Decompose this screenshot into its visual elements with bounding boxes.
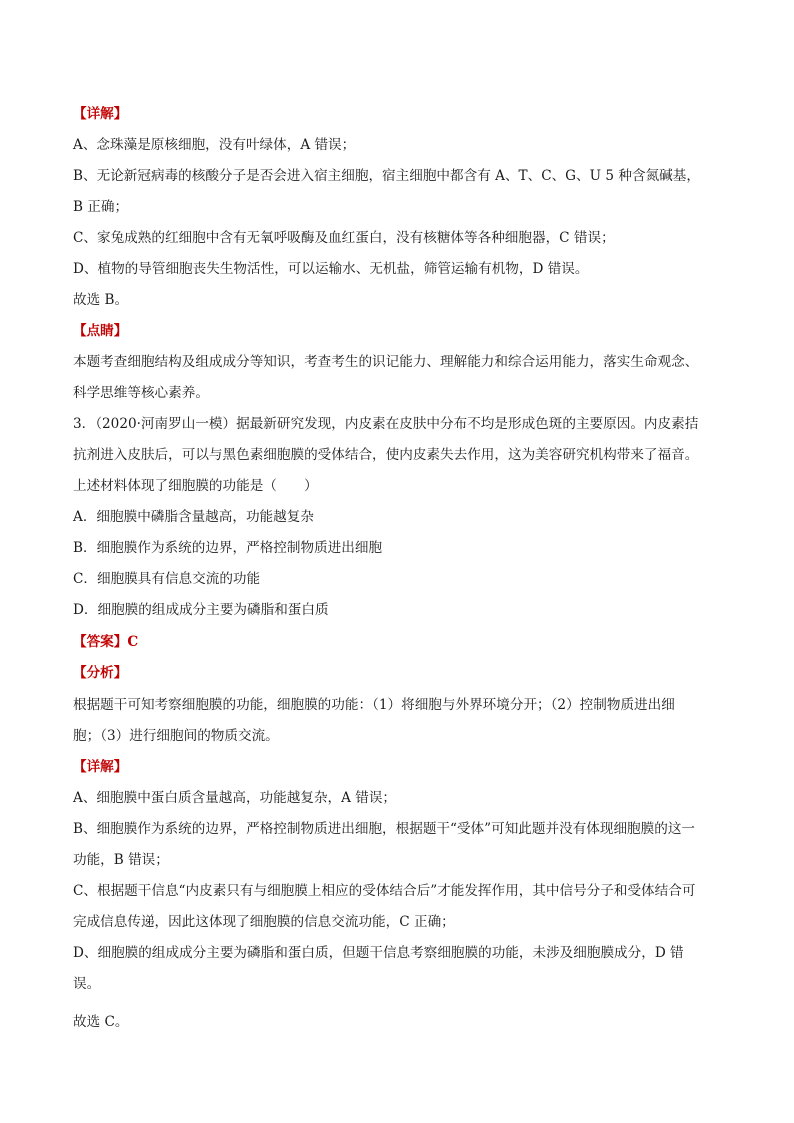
explanation-line: A、细胞膜中蛋白质含量越高，功能越复杂，A 错误； <box>73 790 397 806</box>
explanation-line: B、无论新冠病毒的核酸分子是否会进入宿主细胞，宿主细胞中都含有 A、T、C、G、U 5 种含氮碱基， <box>73 168 700 184</box>
remark-line: 科学思维等核心素养。 <box>73 385 209 401</box>
analysis-line: 根据题干可知考察细胞膜的功能，细胞膜的功能：（1）将细胞与外界环境分开；（2）控制物质进出细 <box>73 697 675 713</box>
section-heading-remark: 【点睛】 <box>73 323 128 339</box>
section-heading-analysis: 【分析】 <box>73 665 128 681</box>
option-a: A．细胞膜中磷脂含量越高，功能越复杂 <box>73 509 314 525</box>
option-d: D．细胞膜的组成成分主要为磷脂和蛋白质 <box>73 602 329 618</box>
remark-line: 本题考查细胞结构及组成成分等知识，考查考生的识记能力、理解能力和综合运用能力，落实生命观念、 <box>73 354 699 370</box>
section-heading-explanation: 【详解】 <box>73 759 128 775</box>
explanation-line: 误。 <box>73 976 101 992</box>
question-stem-line: 3．（2020·河南罗山一模）据最新研究发现，内皮素在皮肤中分布不均是形成色斑的主要原因。内皮素拮 <box>73 416 699 432</box>
explanation-line: C、根据题干信息“内皮素只有与细胞膜上相应的受体结合后”才能发挥作用，其中信号分子和受体结合可 <box>73 883 696 899</box>
analysis-line: 胞；（3）进行细胞间的物质交流。 <box>73 728 279 744</box>
option-b: B．细胞膜作为系统的边界，严格控制物质进出细胞 <box>73 540 383 556</box>
explanation-line: 完成信息传递，因此这体现了细胞膜的信息交流功能，C 正确； <box>73 914 455 930</box>
explanation-line: 功能，B 错误； <box>73 852 169 868</box>
explanation-line: D、植物的导管细胞丧失生物活性，可以运输水、无机盐，筛管运输有机物，D 错误。 <box>73 261 589 277</box>
explanation-line: C、家兔成熟的红细胞中含有无氧呼吸酶及血红蛋白，没有核糖体等各种细胞器，C 错误； <box>73 230 615 246</box>
question-stem-line: 抗剂进入皮肤后，可以与黑色素细胞膜的受体结合，使内皮素失去作用，这为美容研究机构带来了福音。 <box>73 447 699 463</box>
explanation-line: A、念珠藻是原核细胞，没有叶绿体，A 错误； <box>73 137 356 153</box>
conclusion-line: 故选 B。 <box>73 292 129 308</box>
explanation-line: B 正确； <box>73 199 129 215</box>
section-heading-answer: 【答案】C <box>73 634 139 650</box>
section-heading-explanation: 【详解】 <box>73 106 128 122</box>
explanation-line: B、细胞膜作为系统的边界，严格控制物质进出细胞，根据题干“受体”可知此题并没有体现细胞膜的这一 <box>73 821 696 837</box>
question-stem-line: 上述材料体现了细胞膜的功能是（ ） <box>73 478 318 494</box>
conclusion-line: 故选 C。 <box>73 1014 129 1030</box>
explanation-line: D、细胞膜的组成成分主要为磷脂和蛋白质，但题干信息考察细胞膜的功能，未涉及细胞膜成分，D 错 <box>73 945 684 961</box>
option-c: C．细胞膜具有信息交流的功能 <box>73 571 261 587</box>
